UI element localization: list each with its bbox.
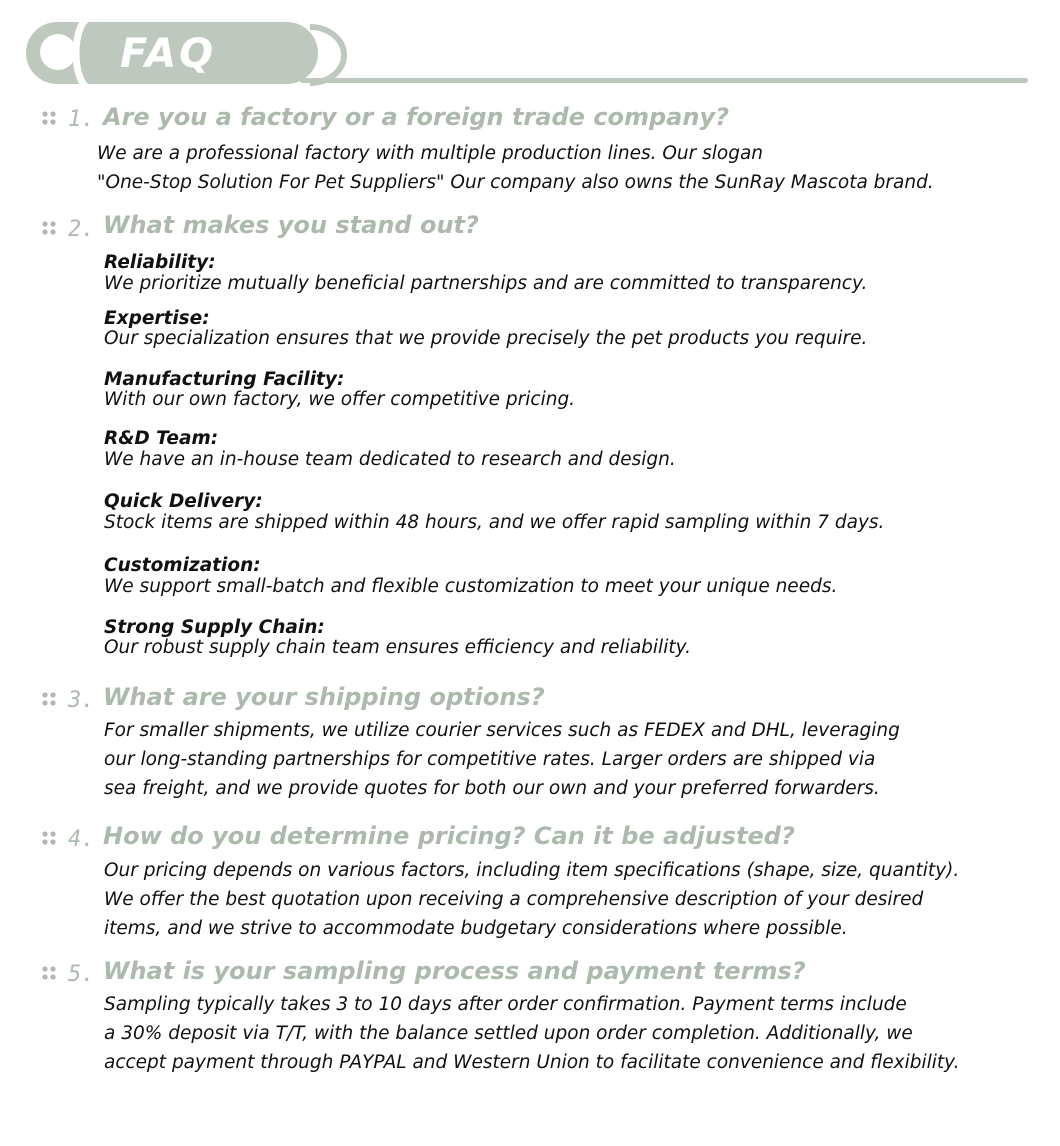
answer-line: a 30% deposit via T/T, with the balance settled upon order completion. Additionally, we — [104, 1023, 913, 1044]
question-text: Are you a factory or a foreign trade company? — [103, 103, 730, 131]
feature-desc: Our specialization ensures that we provide precisely the pet products you require. — [104, 328, 868, 349]
answer-line: We are a professional factory with multiple production lines. Our slogan — [97, 143, 764, 164]
answer-line: accept payment through PAYPAL and Western Union to facilitate convenience and flexibility. — [104, 1052, 960, 1073]
bullet-dots-icon — [42, 111, 58, 125]
question-text: How do you determine pricing? Can it be adjusted? — [103, 822, 795, 850]
feature-desc: We have an in-house team dedicated to research and design. — [104, 449, 676, 470]
answer-line: We offer the best quotation upon receiving a comprehensive description of your desired — [104, 889, 924, 910]
question-text: What are your shipping options? — [103, 683, 545, 711]
feature-desc: Our robust supply chain team ensures efficiency and reliability. — [104, 637, 691, 658]
feature-title: Expertise: — [104, 308, 210, 329]
feature-title: Manufacturing Facility: — [104, 369, 345, 390]
header-banner — [0, 0, 1060, 96]
question-number: 4. — [68, 827, 95, 852]
feature-title: Customization: — [104, 555, 261, 576]
question-number: 2. — [68, 217, 95, 242]
question-number: 1. — [68, 107, 95, 132]
feature-title: Strong Supply Chain: — [104, 617, 325, 638]
page-title: FAQ — [120, 31, 217, 77]
feature-desc: With our own factory, we offer competitive pricing. — [104, 389, 576, 410]
feature-title: Quick Delivery: — [104, 491, 263, 512]
feature-desc: Stock items are shipped within 48 hours, and we offer rapid sampling within 7 days. — [104, 512, 885, 533]
answer-line: items, and we strive to accommodate budgetary considerations where possible. — [104, 918, 848, 939]
question-number: 3. — [68, 688, 95, 713]
header-circle-icon — [40, 34, 76, 70]
answer-line: For smaller shipments, we utilize courier services such as FEDEX and DHL, leveraging — [104, 720, 900, 741]
faq-header — [0, 0, 1060, 96]
feature-title: Reliability: — [104, 252, 216, 273]
question-number: 5. — [68, 962, 95, 987]
question-text: What makes you stand out? — [103, 211, 479, 239]
feature-desc: We prioritize mutually beneficial partnerships and are committed to transparency. — [104, 273, 868, 294]
answer-line: Sampling typically takes 3 to 10 days after order confirmation. Payment terms include — [104, 994, 907, 1015]
answer-line: Our pricing depends on various factors, including item specifications (shape, size, quantity). — [104, 860, 960, 881]
answer-line: sea freight, and we provide quotes for both our own and your preferred forwarders. — [104, 778, 880, 799]
bullet-dots-icon — [42, 692, 58, 706]
bullet-dots-icon — [42, 221, 58, 235]
answer-line: "One-Stop Solution For Pet Suppliers" Our company also owns the SunRay Mascota brand. — [97, 172, 934, 193]
answer-line: our long-standing partnerships for competitive rates. Larger orders are shipped via — [104, 749, 876, 770]
question-text: What is your sampling process and payment terms? — [103, 957, 806, 985]
feature-desc: We support small-batch and flexible customization to meet your unique needs. — [104, 576, 838, 597]
feature-title: R&D Team: — [104, 428, 219, 449]
header-rule — [300, 78, 1028, 83]
bullet-dots-icon — [42, 831, 58, 845]
bullet-dots-icon — [42, 966, 58, 980]
